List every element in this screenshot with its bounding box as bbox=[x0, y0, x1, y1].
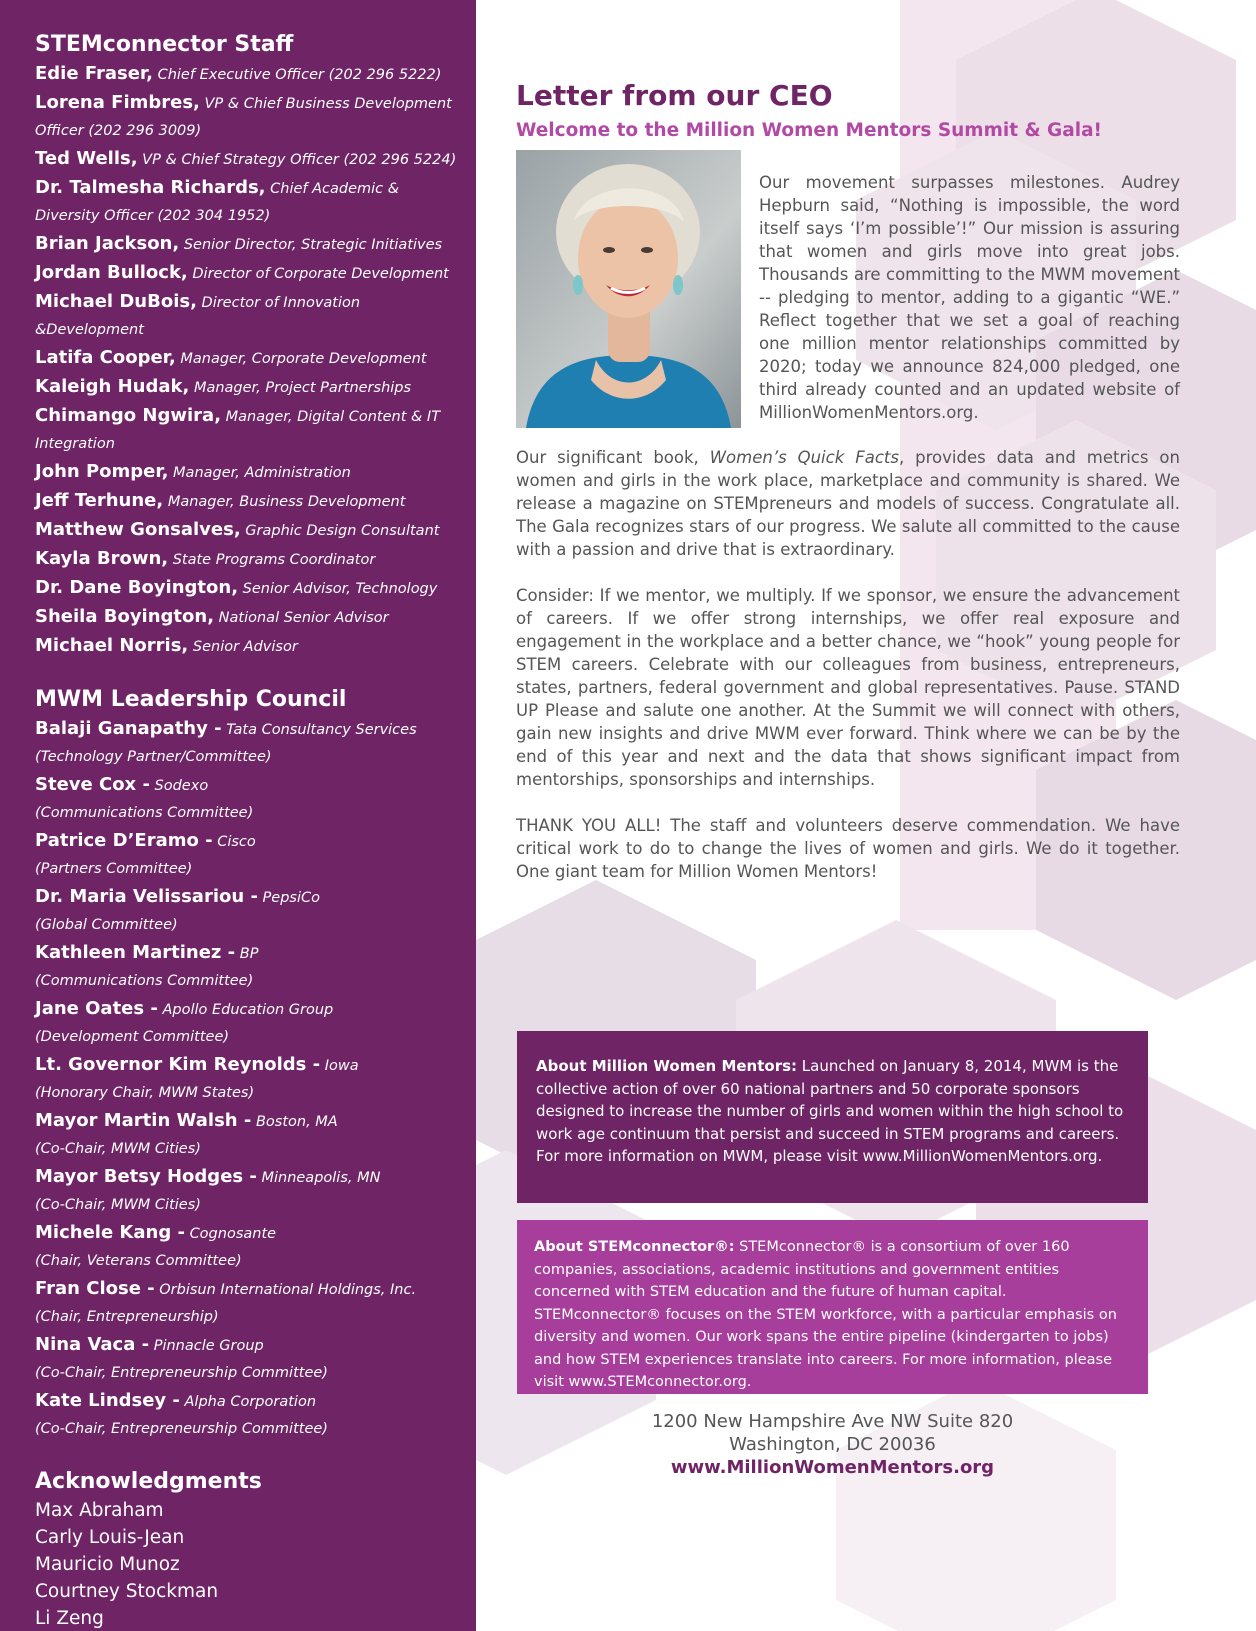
letter-paragraph-2 bbox=[516, 446, 1180, 561]
council-organization: Tata Consultancy Services bbox=[226, 722, 417, 738]
council-member bbox=[35, 827, 465, 883]
staff-list bbox=[35, 60, 465, 661]
council-organization: Sodexo bbox=[154, 778, 209, 794]
council-committee: (Co-Chair, Entrepreneurship Committee) bbox=[35, 1421, 328, 1437]
staff-member bbox=[35, 230, 465, 259]
about-mwm-body: Launched on January 8, 2014, MWM is the collective action of over 60 national partners and 50 corporate sponsors designed to increase the number of girls and women within the high school to work age continuum that persist and succeed in STEM programs and careers. For more information on MWM, please visit www.MillionWomenMentors.org. bbox=[536, 1057, 1124, 1165]
staff-section bbox=[35, 30, 465, 661]
staff-role: Senior Advisor, Technology bbox=[242, 581, 438, 597]
council-committee: (Communications Committee) bbox=[35, 973, 254, 989]
acknowledgments-heading: Acknowledgments bbox=[35, 1469, 262, 1494]
acknowledgment-name: Max Abraham bbox=[35, 1500, 164, 1521]
staff-name: Chimango Ngwira, bbox=[35, 405, 222, 426]
staff-member bbox=[35, 89, 465, 145]
council-name: Dr. Maria Velissariou - bbox=[35, 886, 258, 907]
acknowledgments-section bbox=[35, 1467, 465, 1631]
council-name: Jane Oates - bbox=[35, 998, 158, 1019]
staff-role: Manager, Business Development bbox=[167, 494, 406, 510]
council-organization: Cisco bbox=[217, 834, 256, 850]
staff-member bbox=[35, 458, 465, 487]
staff-role: Senior Director, Strategic Initiatives bbox=[183, 237, 443, 253]
council-name: Balaji Ganapathy - bbox=[35, 718, 222, 739]
staff-role: VP & Chief Business Development Officer (202 296 3009) bbox=[35, 96, 452, 139]
council-organization: Cognosante bbox=[189, 1226, 277, 1242]
council-committee: (Chair, Entrepreneurship) bbox=[35, 1309, 219, 1325]
council-organization: BP bbox=[239, 946, 259, 962]
council-organization: Apollo Education Group bbox=[162, 1002, 334, 1018]
staff-name: Dr. Dane Boyington, bbox=[35, 577, 239, 598]
staff-name: John Pomper, bbox=[35, 461, 169, 482]
council-name: Steve Cox - bbox=[35, 774, 150, 795]
staff-member bbox=[35, 288, 465, 344]
council-member bbox=[35, 1387, 465, 1443]
staff-name: Jeff Terhune, bbox=[35, 490, 164, 511]
staff-name: Kaleigh Hudak, bbox=[35, 376, 190, 397]
staff-name: Latifa Cooper, bbox=[35, 347, 176, 368]
staff-member bbox=[35, 632, 465, 661]
council-organization: Minneapolis, MN bbox=[261, 1170, 381, 1186]
about-stemconnector-text bbox=[534, 1236, 1134, 1394]
council-name: Kathleen Martinez - bbox=[35, 942, 236, 963]
staff-name: Kayla Brown, bbox=[35, 548, 169, 569]
staff-member bbox=[35, 603, 465, 632]
council-name: Nina Vaca - bbox=[35, 1334, 150, 1355]
council-member bbox=[35, 1051, 465, 1107]
letter-title: Letter from our CEO bbox=[516, 79, 833, 112]
council-section bbox=[35, 685, 465, 1443]
council-list bbox=[35, 715, 465, 1443]
council-name: Kate Lindsey - bbox=[35, 1390, 180, 1411]
website-link[interactable]: www.MillionWomenMentors.org bbox=[670, 1457, 995, 1478]
staff-name: Dr. Talmesha Richards, bbox=[35, 177, 266, 198]
letter-paragraph-2-start: Our significant book, bbox=[516, 448, 710, 467]
staff-role: VP & Chief Strategy Officer (202 296 5224) bbox=[142, 152, 457, 168]
council-name: Patrice D’Eramo - bbox=[35, 830, 213, 851]
council-member bbox=[35, 1163, 465, 1219]
letter-paragraph-2-end: , provides data and metrics on women and girls in the work place, marketplace and community is shared. We release a magazine on STEMpreneurs and models of success. Congratulate all. The Gala recognizes stars of our progress. We salute all committed to the cause with a passion and drive that is extraordinary. bbox=[516, 448, 1180, 559]
staff-member bbox=[35, 344, 465, 373]
staff-name: Michael Norris, bbox=[35, 635, 189, 656]
staff-member bbox=[35, 373, 465, 402]
staff-role: Manager, Project Partnerships bbox=[193, 380, 412, 396]
staff-name: Matthew Gonsalves, bbox=[35, 519, 241, 540]
sidebar bbox=[0, 0, 476, 1631]
staff-name: Jordan Bullock, bbox=[35, 262, 188, 283]
council-organization: Orbisun International Holdings, Inc. bbox=[159, 1282, 417, 1298]
staff-role: Director of Innovation &Development bbox=[35, 295, 361, 338]
acknowledgment-name: Li Zeng bbox=[35, 1608, 104, 1629]
staff-name: Sheila Boyington, bbox=[35, 606, 215, 627]
about-stemconnector-body: STEMconnector® is a consortium of over 160 companies, associations, academic institutions and government entities concerned with STEM education and the future of human capital. STEMconnector® focuses on the STEM workforce, with a particular emphasis on diversity and women. Our work spans the entire pipeline (kindergarten to jobs) and how STEM experiences translate into careers. For more information, please visit www.STEMconnector.org. bbox=[534, 1239, 1117, 1390]
staff-name: Brian Jackson, bbox=[35, 233, 180, 254]
staff-role: Chief Academic & Diversity Officer (202 304 1952) bbox=[35, 181, 400, 224]
staff-role: Manager, Corporate Development bbox=[180, 351, 427, 367]
council-committee: (Honorary Chair, MWM States) bbox=[35, 1085, 255, 1101]
council-organization: PepsiCo bbox=[262, 890, 320, 906]
council-committee: (Partners Committee) bbox=[35, 861, 193, 877]
about-mwm-text bbox=[536, 1055, 1136, 1168]
council-committee: (Communications Committee) bbox=[35, 805, 254, 821]
staff-member bbox=[35, 545, 465, 574]
council-committee: (Co-Chair, MWM Cities) bbox=[35, 1141, 201, 1157]
staff-member bbox=[35, 487, 465, 516]
book-title: Women’s Quick Facts bbox=[709, 448, 899, 467]
ceo-photo bbox=[516, 150, 741, 428]
council-member bbox=[35, 1275, 465, 1331]
council-member bbox=[35, 939, 465, 995]
staff-role: National Senior Advisor bbox=[218, 610, 389, 626]
staff-role: Manager, Digital Content & IT Integration bbox=[35, 409, 441, 452]
about-mwm-label: About Million Women Mentors: bbox=[536, 1057, 798, 1075]
address-line-2: Washington, DC 20036 bbox=[729, 1434, 936, 1455]
staff-role: Director of Corporate Development bbox=[192, 266, 449, 282]
staff-heading: STEMconnector Staff bbox=[35, 32, 294, 57]
acknowledgment-name: Courtney Stockman bbox=[35, 1581, 219, 1602]
council-committee: (Co-Chair, Entrepreneurship Committee) bbox=[35, 1365, 328, 1381]
about-stemconnector-label: About STEMconnector®: bbox=[534, 1239, 735, 1255]
council-member bbox=[35, 883, 465, 939]
council-name: Fran Close - bbox=[35, 1278, 155, 1299]
council-organization: Boston, MA bbox=[255, 1114, 338, 1130]
staff-member bbox=[35, 145, 465, 174]
council-name: Lt. Governor Kim Reynolds - bbox=[35, 1054, 321, 1075]
council-member bbox=[35, 1219, 465, 1275]
council-organization: Alpha Corporation bbox=[184, 1394, 317, 1410]
council-name: Mayor Betsy Hodges - bbox=[35, 1166, 257, 1187]
acknowledgment-name: Carly Louis-Jean bbox=[35, 1527, 185, 1548]
acknowledgments-list bbox=[35, 1497, 465, 1631]
council-organization: Iowa bbox=[324, 1058, 359, 1074]
letter-paragraph-1: Our movement surpasses milestones. Audrey Hepburn said, “Nothing is impossible, the word itself says ‘I’m possible’!” Our mission is assuring that women and girls move into great jobs. Thousands are committing to the MWM movement -- pledging to mentor, adding to a gigantic “WE.” Reflect together that we set a goal of reaching one million mentor relationships committed by 2020; today we announce 824,000 pledged, one third already counted and an updated website of MillionWomenMentors.org. bbox=[759, 173, 1180, 422]
staff-role: Chief Executive Officer (202 296 5222) bbox=[157, 67, 442, 83]
council-committee: (Co-Chair, MWM Cities) bbox=[35, 1197, 201, 1213]
staff-name: Edie Fraser, bbox=[35, 63, 153, 84]
staff-member bbox=[35, 259, 465, 288]
letter bbox=[516, 76, 1180, 881]
council-committee: (Chair, Veterans Committee) bbox=[35, 1253, 242, 1269]
staff-member bbox=[35, 174, 465, 230]
staff-role: Manager, Administration bbox=[173, 465, 351, 481]
staff-role: Graphic Design Consultant bbox=[245, 523, 440, 539]
council-member bbox=[35, 771, 465, 827]
address-line-1: 1200 New Hampshire Ave NW Suite 820 bbox=[651, 1411, 1014, 1432]
letter-paragraph-4: THANK YOU ALL! The staff and volunteers deserve commendation. We have critical work to do to change the lives of women and girls. We do it together. One giant team for Million Women Mentors! bbox=[516, 816, 1180, 881]
council-organization: Pinnacle Group bbox=[153, 1338, 264, 1354]
council-committee: (Global Committee) bbox=[35, 917, 178, 933]
council-member bbox=[35, 995, 465, 1051]
letter-subtitle: Welcome to the Million Women Mentors Summit & Gala! bbox=[516, 120, 1102, 141]
staff-role: Senior Advisor bbox=[192, 639, 298, 655]
council-member bbox=[35, 1331, 465, 1387]
staff-member bbox=[35, 402, 465, 458]
about-stemconnector-box bbox=[517, 1220, 1148, 1394]
footer bbox=[517, 1410, 1148, 1479]
staff-role: State Programs Coordinator bbox=[172, 552, 376, 568]
staff-name: Ted Wells, bbox=[35, 148, 138, 169]
council-member bbox=[35, 715, 465, 771]
staff-member bbox=[35, 60, 465, 89]
staff-name: Lorena Fimbres, bbox=[35, 92, 200, 113]
council-committee: (Technology Partner/Committee) bbox=[35, 749, 272, 765]
about-mwm-box bbox=[517, 1031, 1148, 1203]
council-member bbox=[35, 1107, 465, 1163]
council-name: Michele Kang - bbox=[35, 1222, 185, 1243]
letter-paragraph-3: Consider: If we mentor, we multiply. If we sponsor, we ensure the advancement of careers. If we offer strong internships, we offer real exposure and engagement in the workplace and a better chance, we “hook” young people for STEM careers. Celebrate with our colleagues from business, entrepreneurs, states, partners, federal government and global representatives. Pause. STAND UP Please and salute one another. At the Summit we will connect with others, gain new insights and drive MWM ever forward. Think where we can be by the end of this year and next and the data that shows significant impact from mentorships, sponsorships and internships. bbox=[516, 586, 1180, 789]
council-name: Mayor Martin Walsh - bbox=[35, 1110, 252, 1131]
council-heading: MWM Leadership Council bbox=[35, 687, 347, 712]
council-committee: (Development Committee) bbox=[35, 1029, 230, 1045]
staff-member bbox=[35, 574, 465, 603]
acknowledgment-name: Mauricio Munoz bbox=[35, 1554, 180, 1575]
staff-name: Michael DuBois, bbox=[35, 291, 197, 312]
staff-member bbox=[35, 516, 465, 545]
